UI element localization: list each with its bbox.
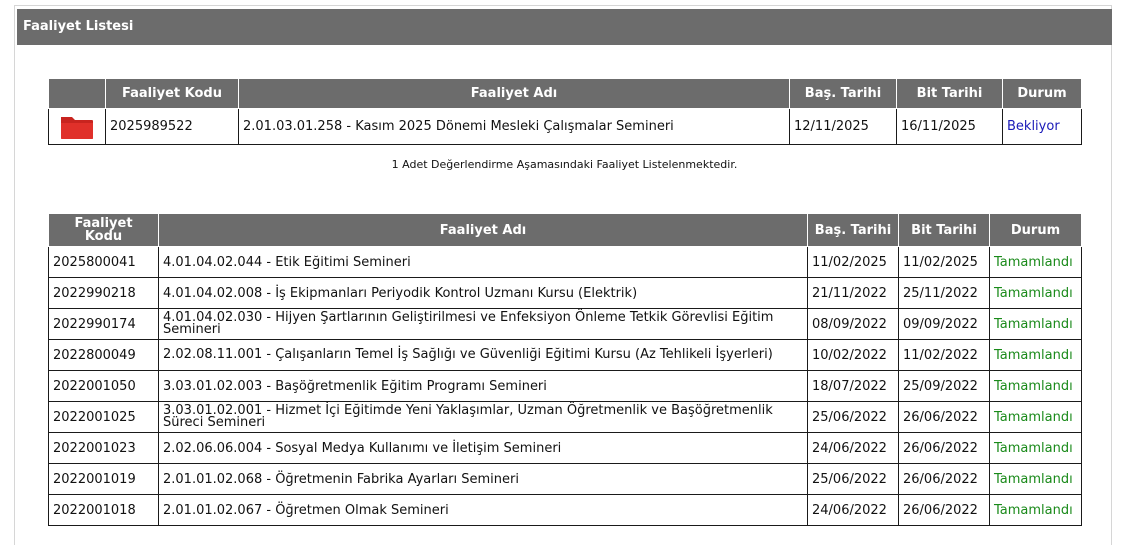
end-date: 09/09/2022	[899, 309, 990, 340]
status-badge: Tamamlandı	[990, 464, 1082, 495]
start-date: 21/11/2022	[808, 278, 899, 309]
table-row	[49, 495, 1082, 526]
activity-code: 2025989522	[106, 109, 239, 145]
activity-name: 2.02.08.11.001 - Çalışanların Temel İş Sağlığı ve Güvenliği Eğitimi Kursu (Az Tehlikeli İşyerleri)	[159, 340, 808, 371]
start-date: 12/11/2025	[790, 109, 897, 145]
activity-name: 2.01.03.01.258 - Kasım 2025 Dönemi Mesleki Çalışmalar Semineri	[239, 109, 790, 145]
activity-code: 2025800041	[49, 247, 159, 278]
col-header-end: Bit Tarihi	[897, 79, 1003, 109]
table-header-row	[49, 79, 1082, 109]
end-date: 26/06/2022	[899, 433, 990, 464]
activity-name: 3.03.01.02.003 - Başöğretmenlik Eğitim Programı Semineri	[159, 371, 808, 402]
start-date: 18/07/2022	[808, 371, 899, 402]
completed-activities-table	[48, 213, 1082, 526]
status-badge: Tamamlandı	[990, 340, 1082, 371]
col-header-icon	[49, 79, 106, 109]
table-header-row	[49, 214, 1082, 247]
end-date: 25/11/2022	[899, 278, 990, 309]
activity-code: 2022800049	[49, 340, 159, 371]
start-date: 11/02/2025	[808, 247, 899, 278]
table-row	[49, 464, 1082, 495]
status-badge: Bekliyor	[1003, 109, 1082, 145]
col-header-name: Faaliyet Adı	[239, 79, 790, 109]
table-row	[49, 278, 1082, 309]
end-date: 26/06/2022	[899, 402, 990, 433]
table-row	[49, 309, 1082, 340]
end-date: 11/02/2022	[899, 340, 990, 371]
status-badge: Tamamlandı	[990, 495, 1082, 526]
activity-code: 2022001050	[49, 371, 159, 402]
activity-code: 2022001018	[49, 495, 159, 526]
status-badge: Tamamlandı	[990, 433, 1082, 464]
table-row	[49, 371, 1082, 402]
table-row	[49, 433, 1082, 464]
activity-code: 2022001023	[49, 433, 159, 464]
activity-name: 2.01.01.02.067 - Öğretmen Olmak Semineri	[159, 495, 808, 526]
col-header-start: Baş. Tarihi	[808, 214, 899, 247]
start-date: 08/09/2022	[808, 309, 899, 340]
start-date: 25/06/2022	[808, 464, 899, 495]
pending-activities-table	[48, 78, 1082, 145]
activity-code: 2022001025	[49, 402, 159, 433]
col-header-start: Baş. Tarihi	[790, 79, 897, 109]
table-row	[49, 340, 1082, 371]
info-message: 1 Adet Değerlendirme Aşamasındaki Faaliyet Listelenmektedir.	[391, 158, 738, 171]
col-header-name: Faaliyet Adı	[159, 214, 808, 247]
start-date: 25/06/2022	[808, 402, 899, 433]
activity-name: 3.03.01.02.001 - Hizmet İçi Eğitimde Yeni Yaklaşımlar, Uzman Öğretmenlik ve Başöğretmenlik Süreci Semineri	[159, 402, 808, 433]
activity-code: 2022990218	[49, 278, 159, 309]
activity-name: 2.02.06.06.004 - Sosyal Medya Kullanımı ve İletişim Semineri	[159, 433, 808, 464]
status-badge: Tamamlandı	[990, 309, 1082, 340]
end-date: 25/09/2022	[899, 371, 990, 402]
start-date: 24/06/2022	[808, 495, 899, 526]
start-date: 10/02/2022	[808, 340, 899, 371]
folder-icon[interactable]	[60, 114, 94, 140]
status-badge: Tamamlandı	[990, 371, 1082, 402]
end-date: 26/06/2022	[899, 464, 990, 495]
activity-code: 2022990174	[49, 309, 159, 340]
table-row	[49, 402, 1082, 433]
start-date: 24/06/2022	[808, 433, 899, 464]
table-row	[49, 109, 1082, 145]
activity-name: 4.01.04.02.008 - İş Ekipmanları Periyodik Kontrol Uzmanı Kursu (Elektrik)	[159, 278, 808, 309]
col-header-code: Faaliyet Kodu	[106, 79, 239, 109]
activity-code: 2022001019	[49, 464, 159, 495]
table-row	[49, 247, 1082, 278]
status-badge: Tamamlandı	[990, 402, 1082, 433]
end-date: 16/11/2025	[897, 109, 1003, 145]
panel-title: Faaliyet Listesi	[17, 9, 1112, 45]
activity-name: 2.01.01.02.068 - Öğretmenin Fabrika Ayarları Semineri	[159, 464, 808, 495]
activity-name: 4.01.04.02.030 - Hijyen Şartlarının Geliştirilmesi ve Enfeksiyon Önleme Tetkik Görevlisi Eğitim Semineri	[159, 309, 808, 340]
end-date: 11/02/2025	[899, 247, 990, 278]
status-badge: Tamamlandı	[990, 278, 1082, 309]
col-header-status: Durum	[1003, 79, 1082, 109]
col-header-code: Faaliyet Kodu	[49, 214, 159, 247]
status-badge: Tamamlandı	[990, 247, 1082, 278]
col-header-end: Bit Tarihi	[899, 214, 990, 247]
col-header-status: Durum	[990, 214, 1082, 247]
folder-cell[interactable]	[49, 109, 106, 145]
end-date: 26/06/2022	[899, 495, 990, 526]
activity-name: 4.01.04.02.044 - Etik Eğitimi Semineri	[159, 247, 808, 278]
